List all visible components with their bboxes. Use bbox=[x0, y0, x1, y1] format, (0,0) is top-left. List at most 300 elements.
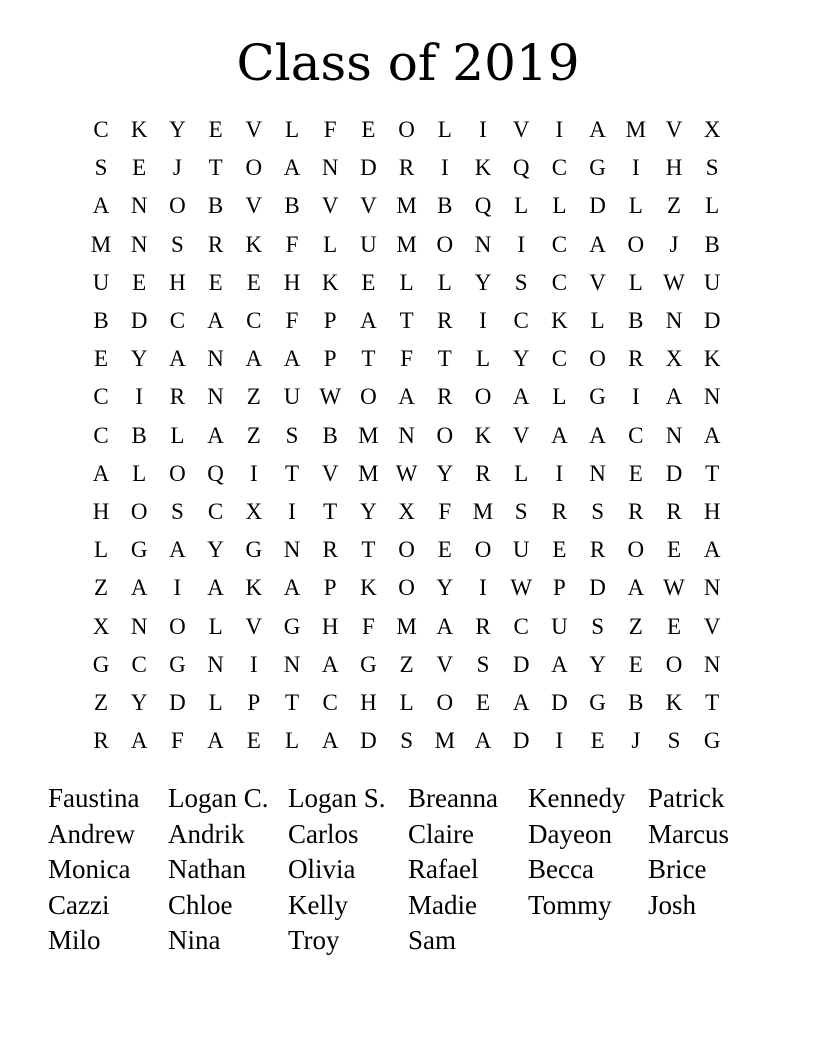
grid-letter: E bbox=[475, 690, 491, 715]
grid-letter: A bbox=[130, 575, 148, 601]
grid-letter: K bbox=[474, 422, 492, 448]
grid-letter: H bbox=[92, 499, 110, 524]
grid-row bbox=[82, 111, 734, 149]
grid-letter: I bbox=[479, 117, 487, 142]
grid-row bbox=[82, 608, 734, 646]
grid-letter: L bbox=[399, 269, 414, 295]
grid-letter: S bbox=[591, 613, 604, 639]
grid-letter: C bbox=[551, 155, 568, 181]
grid-letter: R bbox=[475, 460, 491, 486]
grid-letter: E bbox=[132, 155, 147, 181]
grid-letter: N bbox=[130, 193, 148, 219]
grid-letter: T bbox=[323, 499, 338, 524]
grid-letter: R bbox=[207, 231, 224, 257]
grid-letter: A bbox=[360, 308, 377, 333]
grid-letter: O bbox=[169, 193, 186, 219]
grid-letter: L bbox=[437, 117, 452, 142]
grid-row bbox=[82, 378, 734, 416]
grid-letter: E bbox=[590, 728, 605, 754]
grid-letter: U bbox=[92, 269, 110, 295]
grid-letter: X bbox=[245, 499, 263, 524]
grid-letter: N bbox=[703, 651, 721, 677]
grid-letter: M bbox=[396, 613, 417, 639]
grid-letter: F bbox=[285, 308, 299, 333]
grid-letter: E bbox=[246, 269, 261, 295]
grid-letter: Y bbox=[512, 346, 530, 372]
grid-letter: L bbox=[208, 690, 223, 715]
grid-letter: D bbox=[551, 690, 568, 715]
grid-letter: V bbox=[360, 193, 377, 219]
grid-letter: B bbox=[284, 193, 300, 219]
grid-letter: O bbox=[169, 613, 186, 639]
grid-letter: A bbox=[627, 575, 645, 601]
grid-letter: O bbox=[398, 117, 415, 142]
grid-letter: G bbox=[283, 613, 301, 639]
grid-letter: S bbox=[94, 155, 108, 181]
grid-letter: D bbox=[130, 308, 148, 333]
word-list-item: Logan C. bbox=[168, 783, 269, 813]
grid-letter: S bbox=[170, 499, 184, 524]
grid-letter: C bbox=[322, 690, 338, 715]
grid-letter: E bbox=[361, 269, 376, 295]
grid-letter: R bbox=[398, 155, 415, 181]
grid-letter: E bbox=[93, 346, 109, 372]
grid-letter: A bbox=[589, 231, 606, 257]
grid-letter: O bbox=[474, 384, 492, 410]
grid-letter: L bbox=[628, 269, 643, 295]
grid-letter: L bbox=[590, 308, 605, 333]
grid-row bbox=[82, 646, 734, 684]
grid-letter: G bbox=[360, 651, 377, 677]
grid-letter: S bbox=[514, 499, 528, 524]
grid-letter: O bbox=[169, 460, 186, 486]
grid-letter: J bbox=[631, 728, 641, 754]
grid-letter: I bbox=[479, 308, 487, 333]
word-list-item: Marcus bbox=[648, 818, 729, 849]
grid-letter: L bbox=[170, 422, 185, 448]
word-list-item: Faustina bbox=[48, 783, 140, 813]
grid-letter: O bbox=[398, 537, 415, 563]
grid-letter: I bbox=[135, 384, 144, 410]
word-list-item: Josh bbox=[648, 889, 697, 920]
grid-letter: B bbox=[207, 193, 224, 219]
grid-letter: R bbox=[666, 499, 682, 524]
grid-letter: T bbox=[284, 690, 300, 715]
grid-letter: C bbox=[93, 117, 109, 142]
grid-letter: I bbox=[517, 231, 526, 257]
grid-letter: L bbox=[628, 193, 643, 219]
grid-letter: A bbox=[551, 422, 568, 448]
grid-letter: D bbox=[360, 155, 377, 181]
grid-row bbox=[82, 226, 734, 264]
grid-letter: C bbox=[551, 269, 568, 295]
grid-letter: C bbox=[551, 346, 568, 372]
grid-letter: S bbox=[400, 728, 413, 754]
grid-letter: F bbox=[361, 613, 375, 639]
word-list-item: Sam bbox=[408, 925, 457, 955]
grid-letter: O bbox=[130, 499, 148, 524]
word-list-item: Nathan bbox=[168, 854, 246, 884]
grid-letter: E bbox=[628, 651, 643, 677]
grid-letter: V bbox=[245, 613, 263, 639]
grid-letter: O bbox=[589, 346, 606, 372]
grid-letter: C bbox=[131, 651, 147, 677]
grid-letter: D bbox=[703, 308, 721, 333]
grid-letter: L bbox=[705, 193, 720, 219]
grid-letter: G bbox=[589, 384, 606, 410]
word-list-item: Rafael bbox=[408, 854, 479, 884]
grid-letter: W bbox=[663, 269, 685, 295]
grid-row bbox=[82, 302, 734, 340]
grid-letter: V bbox=[245, 117, 263, 142]
page-title: Class of 2019 bbox=[236, 34, 580, 92]
grid-letter: A bbox=[207, 422, 224, 448]
word-list-item: Logan S. bbox=[288, 783, 386, 813]
grid-letter: A bbox=[512, 690, 530, 715]
grid-letter: N bbox=[589, 460, 606, 486]
word-list-item: Andrew bbox=[48, 818, 135, 849]
grid-letter: E bbox=[666, 613, 682, 639]
grid-letter: N bbox=[321, 155, 339, 181]
grid-letter: Y bbox=[436, 575, 454, 601]
grid-letter: B bbox=[628, 308, 644, 333]
grid-letter: N bbox=[130, 613, 148, 639]
grid-letter: T bbox=[705, 690, 720, 715]
grid-row bbox=[82, 264, 734, 302]
grid-letter: C bbox=[93, 422, 109, 448]
grid-letter: N bbox=[703, 575, 721, 601]
grid-letter: K bbox=[245, 575, 263, 601]
grid-letter: Z bbox=[666, 193, 682, 219]
grid-letter: O bbox=[436, 422, 454, 448]
grid-letter: I bbox=[631, 384, 640, 410]
grid-letter: T bbox=[361, 537, 376, 563]
letter-grid bbox=[82, 111, 734, 757]
grid-letter: S bbox=[285, 422, 299, 448]
word-list-item: Cazzi bbox=[48, 889, 110, 920]
grid-letter: D bbox=[665, 460, 683, 486]
grid-letter: I bbox=[173, 575, 182, 601]
grid-letter: N bbox=[283, 537, 301, 563]
grid-letter: F bbox=[170, 728, 184, 754]
grid-letter: L bbox=[323, 231, 338, 257]
grid-letter: S bbox=[170, 231, 184, 257]
grid-letter: K bbox=[130, 117, 148, 142]
grid-letter: G bbox=[245, 537, 263, 563]
grid-letter: T bbox=[361, 346, 376, 372]
grid-letter: V bbox=[589, 269, 606, 295]
grid-letter: L bbox=[514, 460, 529, 486]
grid-letter: Q bbox=[512, 155, 530, 181]
grid-letter: N bbox=[207, 651, 224, 677]
grid-letter: Z bbox=[628, 613, 643, 639]
grid-letter: Z bbox=[93, 575, 109, 601]
grid-letter: P bbox=[323, 308, 337, 333]
grid-letter: C bbox=[513, 308, 529, 333]
grid-letter: Y bbox=[169, 117, 186, 142]
grid-letter: O bbox=[665, 651, 683, 677]
grid-letter: M bbox=[358, 422, 379, 448]
grid-letter: Y bbox=[207, 537, 224, 563]
grid-letter: D bbox=[512, 728, 530, 754]
grid-letter: D bbox=[512, 651, 530, 677]
grid-letter: Y bbox=[436, 460, 454, 486]
grid-letter: A bbox=[207, 575, 224, 601]
grid-letter: L bbox=[132, 460, 147, 486]
grid-letter: T bbox=[284, 460, 300, 486]
grid-letter: E bbox=[132, 269, 147, 295]
grid-letter: C bbox=[551, 231, 568, 257]
grid-letter: S bbox=[591, 499, 604, 524]
grid-letter: H bbox=[665, 155, 683, 181]
grid-letter: R bbox=[437, 384, 453, 410]
grid-letter: K bbox=[474, 155, 492, 181]
grid-letter: M bbox=[358, 460, 379, 486]
grid-letter: C bbox=[93, 384, 109, 410]
grid-letter: A bbox=[92, 460, 110, 486]
grid-letter: B bbox=[322, 422, 338, 448]
grid-letter: F bbox=[438, 499, 452, 524]
grid-letter: M bbox=[396, 193, 417, 219]
grid-letter: X bbox=[92, 613, 110, 639]
grid-letter: N bbox=[207, 346, 224, 372]
word-list-item: Troy bbox=[288, 925, 340, 955]
grid-letter: I bbox=[555, 728, 564, 754]
grid-letter: Z bbox=[246, 422, 261, 448]
word-list-item: Becca bbox=[528, 854, 594, 884]
grid-letter: A bbox=[169, 346, 186, 372]
word-list-item: Kennedy bbox=[528, 783, 626, 813]
grid-row bbox=[82, 722, 734, 760]
grid-row bbox=[82, 531, 734, 569]
grid-letter: Y bbox=[130, 346, 148, 372]
grid-letter: A bbox=[321, 651, 339, 677]
grid-letter: B bbox=[437, 193, 453, 219]
grid-letter: D bbox=[589, 193, 606, 219]
grid-letter: R bbox=[589, 537, 606, 563]
grid-letter: Q bbox=[474, 193, 492, 219]
word-list-item: Nina bbox=[168, 925, 221, 955]
grid-letter: H bbox=[703, 499, 721, 524]
grid-letter: W bbox=[663, 575, 685, 601]
grid-letter: G bbox=[589, 690, 606, 715]
grid-letter: M bbox=[90, 231, 112, 257]
grid-letter: M bbox=[396, 231, 417, 257]
grid-letter: E bbox=[552, 537, 567, 563]
grid-row bbox=[82, 569, 734, 607]
word-list-item: Dayeon bbox=[528, 818, 612, 849]
grid-letter: X bbox=[703, 117, 721, 142]
grid-letter: I bbox=[555, 117, 564, 142]
grid-letter: C bbox=[169, 308, 186, 333]
grid-letter: A bbox=[283, 346, 301, 372]
grid-row bbox=[82, 187, 734, 225]
grid-letter: N bbox=[665, 308, 683, 333]
grid-letter: N bbox=[665, 422, 683, 448]
grid-letter: I bbox=[555, 460, 564, 486]
grid-letter: R bbox=[169, 384, 186, 410]
grid-letter: G bbox=[589, 155, 606, 181]
word-list-item: Milo bbox=[48, 925, 101, 955]
grid-letter: A bbox=[283, 575, 301, 601]
grid-letter: U bbox=[283, 384, 301, 410]
word-list-item: Tommy bbox=[528, 889, 612, 920]
grid-letter: Z bbox=[246, 384, 261, 410]
grid-letter: H bbox=[283, 269, 301, 295]
word-list-item: Breanna bbox=[408, 783, 498, 813]
grid-letter: E bbox=[628, 460, 643, 486]
grid-letter: T bbox=[208, 155, 223, 181]
grid-letter: N bbox=[130, 231, 148, 257]
grid-letter: D bbox=[360, 728, 377, 754]
grid-letter: R bbox=[93, 728, 109, 754]
grid-letter: G bbox=[703, 728, 721, 754]
grid-letter: T bbox=[437, 346, 452, 372]
grid-letter: J bbox=[669, 231, 679, 257]
grid-letter: C bbox=[628, 422, 644, 448]
grid-letter: L bbox=[437, 269, 452, 295]
grid-letter: K bbox=[245, 231, 263, 257]
grid-letter: W bbox=[319, 384, 342, 410]
grid-letter: V bbox=[245, 193, 263, 219]
word-list-item: Kelly bbox=[288, 889, 348, 920]
grid-letter: O bbox=[627, 231, 645, 257]
grid-letter: A bbox=[321, 728, 339, 754]
grid-letter: U bbox=[551, 613, 568, 639]
grid-letter: V bbox=[703, 613, 721, 639]
grid-letter: E bbox=[666, 537, 682, 563]
grid-letter: K bbox=[360, 575, 377, 601]
grid-letter: N bbox=[703, 384, 721, 410]
grid-letter: V bbox=[321, 193, 339, 219]
grid-letter: M bbox=[434, 728, 456, 754]
grid-letter: I bbox=[249, 651, 258, 677]
grid-letter: R bbox=[475, 613, 491, 639]
grid-row bbox=[82, 493, 734, 531]
grid-letter: O bbox=[245, 155, 263, 181]
grid-letter: X bbox=[665, 346, 683, 372]
grid-letter: Y bbox=[589, 651, 606, 677]
grid-letter: A bbox=[665, 384, 683, 410]
grid-letter: A bbox=[512, 384, 530, 410]
grid-letter: J bbox=[172, 155, 182, 181]
grid-letter: W bbox=[510, 575, 533, 601]
grid-letter: B bbox=[131, 422, 147, 448]
grid-letter: N bbox=[207, 384, 224, 410]
grid-letter: S bbox=[667, 728, 681, 754]
grid-letter: S bbox=[705, 155, 719, 181]
grid-letter: I bbox=[288, 499, 296, 524]
grid-letter: L bbox=[552, 193, 567, 219]
grid-letter: F bbox=[285, 231, 299, 257]
grid-letter: O bbox=[360, 384, 377, 410]
word-list-item: Carlos bbox=[288, 818, 359, 849]
grid-letter: L bbox=[284, 728, 300, 754]
grid-letter: C bbox=[246, 308, 262, 333]
grid-letter: O bbox=[474, 537, 492, 563]
grid-letter: G bbox=[92, 651, 110, 677]
grid-letter: A bbox=[589, 422, 606, 448]
grid-letter: O bbox=[436, 690, 454, 715]
grid-letter: I bbox=[479, 575, 487, 601]
grid-letter: C bbox=[207, 499, 224, 524]
grid-letter: V bbox=[321, 460, 339, 486]
grid-letter: N bbox=[283, 651, 301, 677]
grid-letter: K bbox=[551, 308, 568, 333]
grid-letter: E bbox=[208, 117, 223, 142]
grid-letter: A bbox=[130, 728, 148, 754]
grid-letter: R bbox=[628, 499, 644, 524]
grid-letter: A bbox=[92, 193, 110, 219]
grid-letter: K bbox=[321, 269, 339, 295]
grid-letter: A bbox=[551, 651, 568, 677]
grid-letter: L bbox=[514, 193, 529, 219]
grid-letter: I bbox=[440, 155, 449, 181]
grid-letter: U bbox=[512, 537, 530, 563]
grid-letter: L bbox=[208, 613, 223, 639]
grid-letter: B bbox=[93, 308, 109, 333]
grid-row bbox=[82, 340, 734, 378]
word-list-item: Andrik bbox=[168, 818, 245, 849]
grid-letter: A bbox=[589, 117, 606, 142]
grid-letter: W bbox=[395, 460, 418, 486]
grid-letter: P bbox=[323, 575, 337, 601]
grid-letter: R bbox=[322, 537, 338, 563]
grid-letter: L bbox=[399, 690, 414, 715]
grid-letter: A bbox=[207, 308, 224, 333]
word-list-item: Monica bbox=[48, 854, 131, 884]
grid-letter: A bbox=[703, 537, 721, 563]
grid-letter: V bbox=[436, 651, 454, 677]
grid-letter: H bbox=[169, 269, 186, 295]
grid-letter: P bbox=[323, 346, 337, 372]
grid-letter: F bbox=[400, 346, 413, 372]
grid-letter: R bbox=[551, 499, 568, 524]
grid-row bbox=[82, 417, 734, 455]
grid-letter: A bbox=[436, 613, 454, 639]
grid-letter: L bbox=[552, 384, 567, 410]
grid-letter: N bbox=[398, 422, 415, 448]
grid-letter: R bbox=[628, 346, 644, 372]
grid-letter: H bbox=[360, 690, 377, 715]
grid-letter: M bbox=[472, 499, 494, 524]
grid-letter: L bbox=[284, 117, 300, 142]
grid-letter: U bbox=[360, 231, 377, 257]
grid-letter: E bbox=[208, 269, 223, 295]
grid-row bbox=[82, 455, 734, 493]
grid-letter: O bbox=[627, 537, 645, 563]
grid-letter: V bbox=[512, 117, 530, 142]
grid-letter: B bbox=[628, 690, 644, 715]
grid-letter: S bbox=[476, 651, 490, 677]
grid-letter: A bbox=[474, 728, 492, 754]
grid-letter: O bbox=[398, 575, 415, 601]
grid-letter: Q bbox=[207, 460, 224, 486]
word-list-item: Chloe bbox=[168, 889, 233, 920]
grid-letter: I bbox=[631, 155, 640, 181]
grid-letter: S bbox=[514, 269, 528, 295]
grid-letter: P bbox=[552, 575, 566, 601]
grid-letter: T bbox=[705, 460, 720, 486]
word-list-item: Brice bbox=[648, 854, 707, 884]
grid-letter: K bbox=[665, 690, 683, 715]
word-list-item: Claire bbox=[408, 818, 474, 849]
grid-letter: A bbox=[207, 728, 224, 754]
grid-letter: E bbox=[246, 728, 261, 754]
grid-letter: R bbox=[437, 308, 453, 333]
grid-letter: U bbox=[703, 269, 721, 295]
grid-letter: V bbox=[665, 117, 683, 142]
